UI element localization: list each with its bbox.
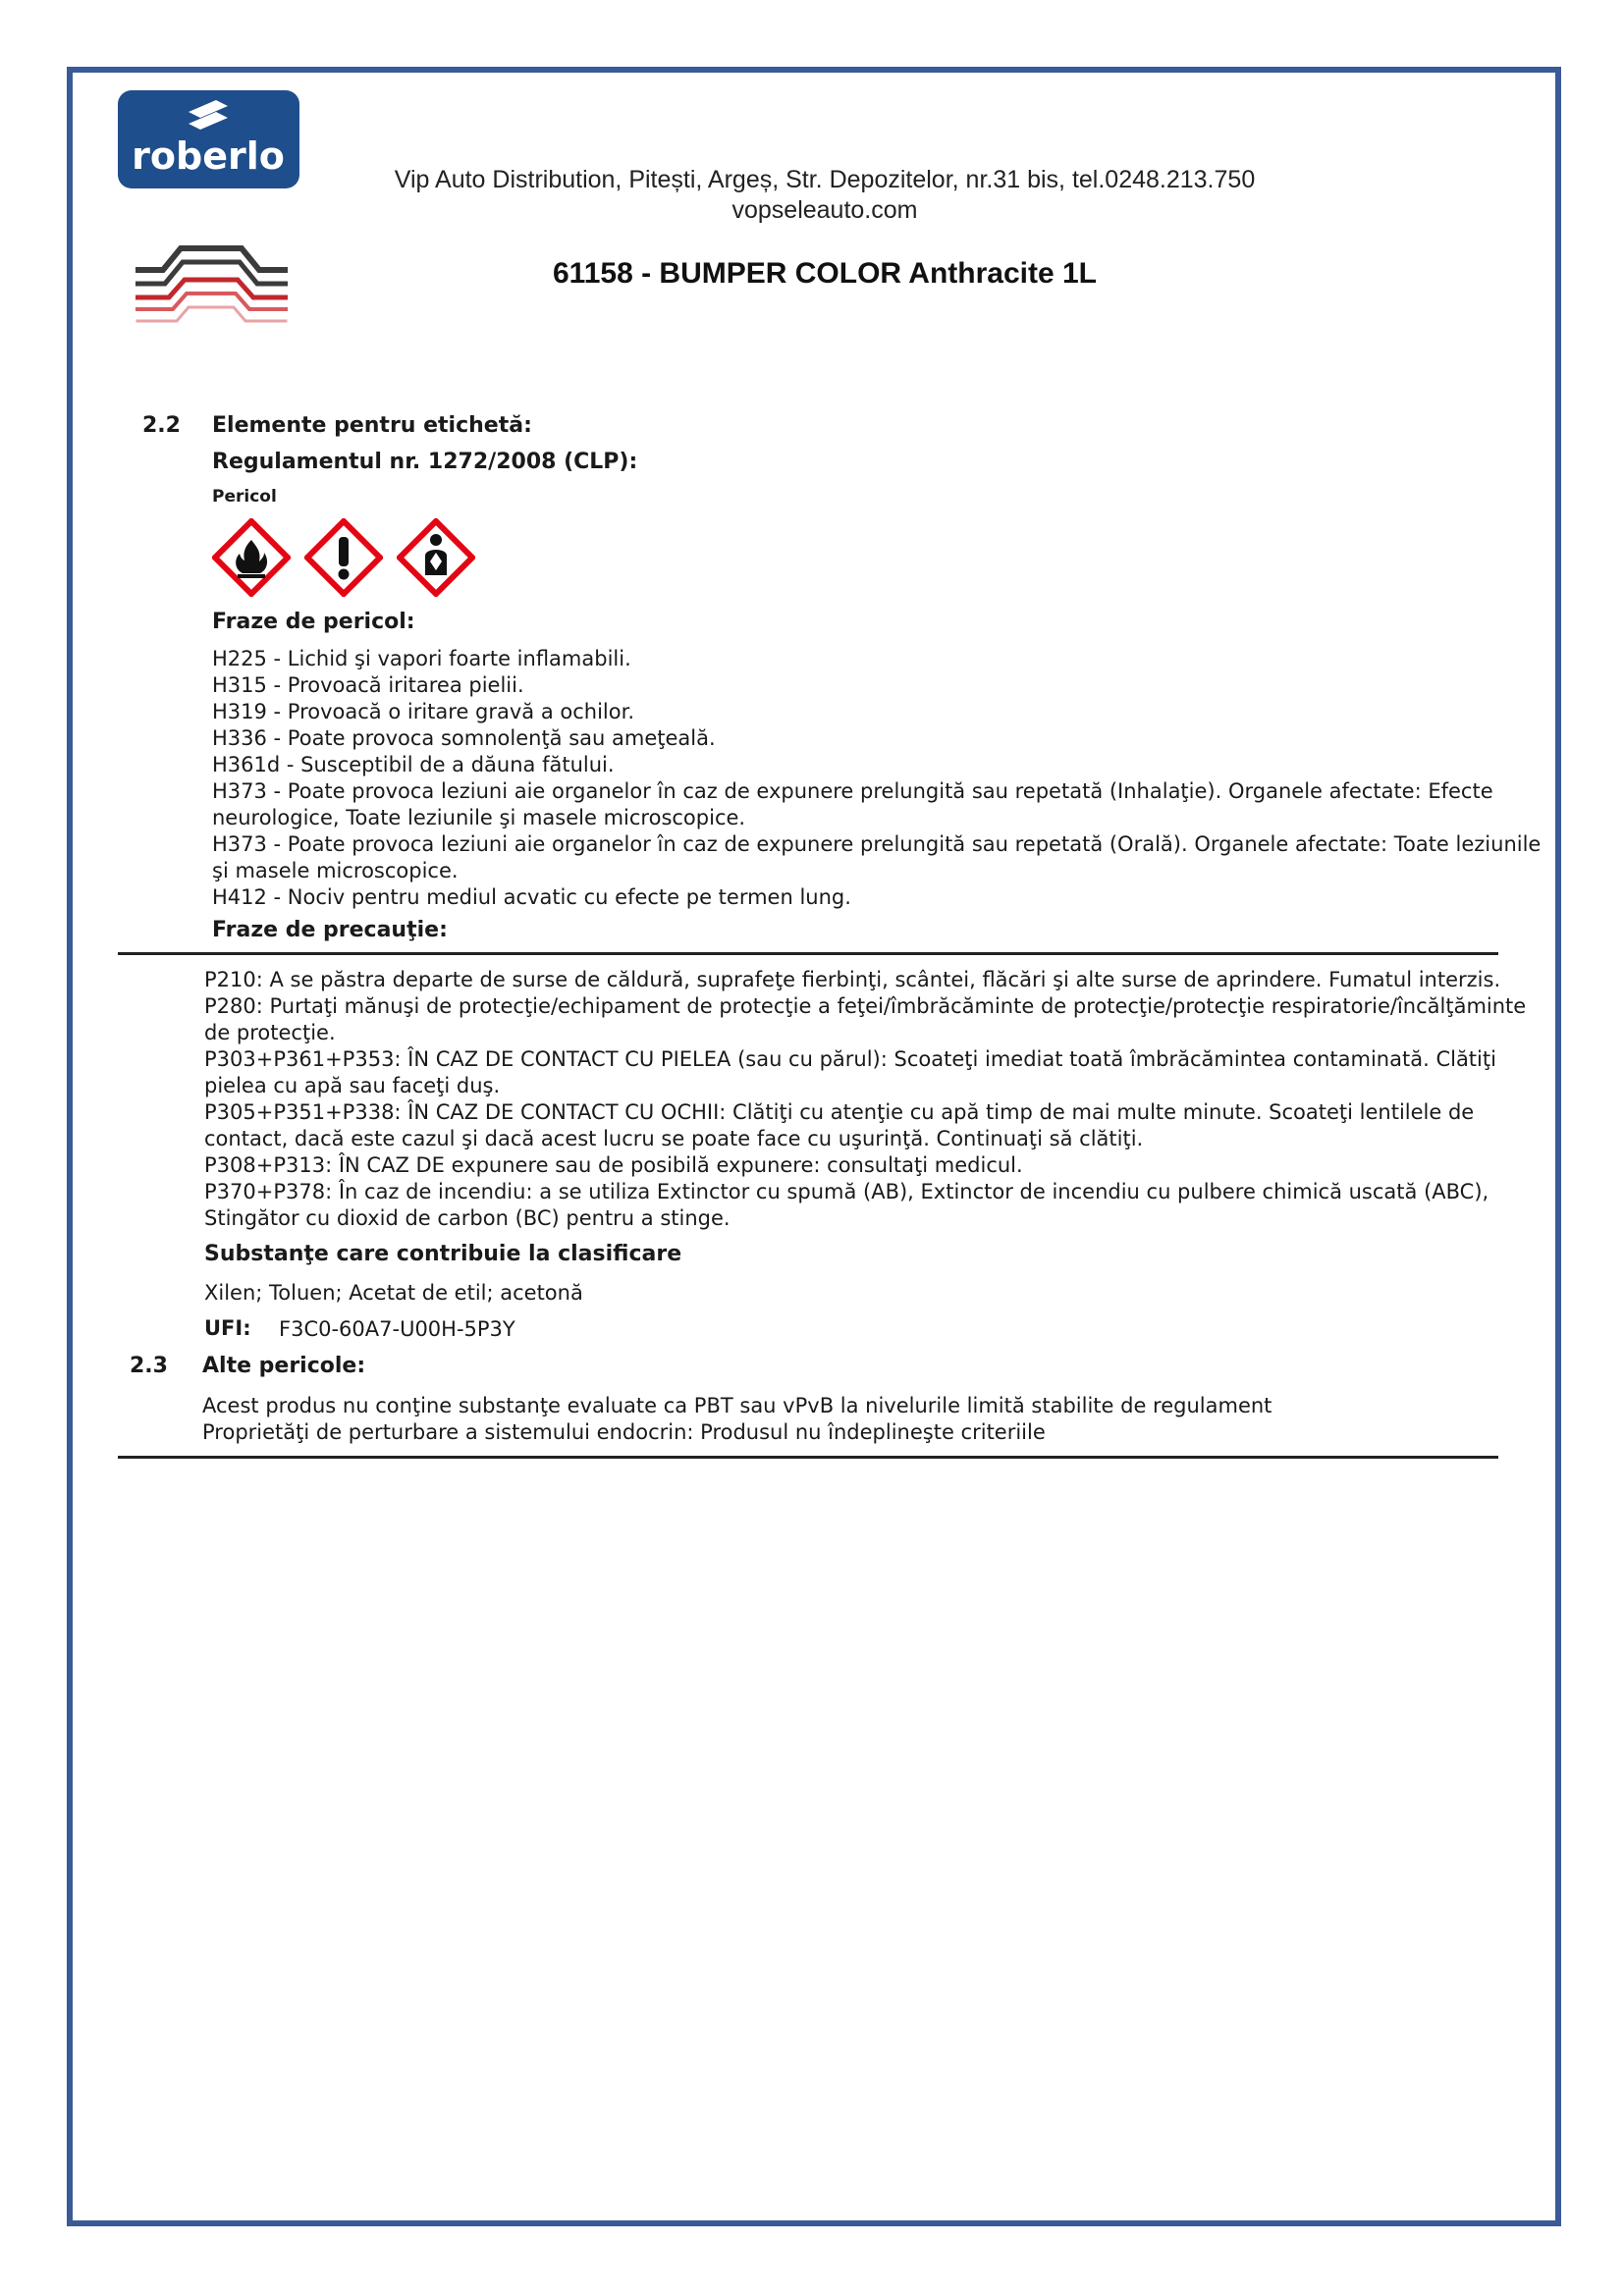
precaution-line: P280: Purtaţi mănuşi de protecţie/echipament de protecţie a feţei/îmbrăcăminte de protecţie/protecţie respiratorie/încălţăminte — [204, 994, 1527, 1018]
precautionary-statements-list — [204, 967, 1526, 1232]
regulation-title: Regulamentul nr. 1272/2008 (CLP): — [212, 450, 638, 474]
hazard-line: H373 - Poate provoca leziuni aie organelor în caz de expunere prelungită sau repetată (Inhalaţie). Organele afectate: Efecte — [212, 779, 1493, 803]
health-hazard-icon — [397, 518, 475, 597]
precaution-line: de protecţie. — [204, 1021, 336, 1044]
company-address: Vip Auto Distribution, Pitești, Argeș, Str. Depozitelor, nr.31 bis, tel.0248.213.750 — [394, 166, 1256, 193]
exclamation-icon — [304, 518, 383, 597]
brand-text: roberlo — [132, 134, 285, 178]
substances-list: Xilen; Toluen; Acetat de etil; acetonă — [204, 1281, 583, 1305]
company-website: vopseleauto.com — [731, 196, 918, 224]
precaution-line: Stingător cu dioxid de carbon (BC) pentru a stinge. — [204, 1206, 731, 1230]
hazard-line: H361d - Susceptibil de a dăuna fătului. — [212, 753, 615, 776]
section-number-2-3: 2.3 — [130, 1354, 168, 1378]
precautionary-statements-title: Fraze de precauţie: — [212, 918, 448, 942]
precaution-line: pielea cu apă sau faceţi duş. — [204, 1074, 501, 1097]
divider-top — [118, 952, 1498, 955]
hazard-line: H336 - Poate provoca somnolenţă sau ameţeală. — [212, 726, 716, 750]
precaution-line: P308+P313: ÎN CAZ DE expunere sau de posibilă expunere: consultaţi medicul. — [204, 1153, 1023, 1177]
precaution-line: contact, dacă este cazul şi dacă acest lucru se poate face cu uşurinţă. Continuaţi să clătiţi. — [204, 1127, 1144, 1150]
other-hazards-text — [202, 1393, 1272, 1446]
precaution-line: P305+P351+P338: ÎN CAZ DE CONTACT CU OCHII: Clătiţi cu atenţie cu apă timp de mai multe minute. Scoateţi lentilele de — [204, 1100, 1475, 1124]
hazard-line: H315 - Provoacă iritarea pielii. — [212, 673, 524, 697]
section-title-2-2: Elemente pentru etichetă: — [212, 413, 532, 438]
substances-title: Substanţe care contribuie la clasificare — [204, 1242, 682, 1266]
divider-bottom — [118, 1456, 1498, 1459]
hazard-line: neurologice, Toate leziunile şi masele microscopice. — [212, 806, 746, 829]
section-number-2-2: 2.2 — [142, 413, 181, 438]
flame-icon — [212, 518, 291, 597]
precaution-line: P370+P378: În caz de incendiu: a se utiliza Extinctor cu spumă (AB), Extinctor de incendiu cu pulbere chimică uscată (ABC), — [204, 1180, 1489, 1203]
ufi-label: UFI: — [204, 1316, 251, 1340]
hazard-line: şi masele microscopice. — [212, 859, 459, 882]
hazard-statements-list — [212, 646, 1541, 911]
precaution-line: P210: A se păstra departe de surse de căldură, suprafeţe fierbinţi, scântei, flăcări şi alte surse de aprindere. Fumatul interzis. — [204, 968, 1501, 991]
other-hazard-line: Proprietăţi de perturbare a sistemului endocrin: Produsul nu îndeplineşte criteriile — [202, 1420, 1046, 1444]
hazard-line: H225 - Lichid şi vapori foarte inflamabili. — [212, 647, 631, 670]
hazard-statements-title: Fraze de pericol: — [212, 610, 415, 634]
section-title-2-3: Alte pericole: — [202, 1354, 366, 1378]
precaution-line: P303+P361+P353: ÎN CAZ DE CONTACT CU PIELEA (sau cu părul): Scoateţi imediat toată îmbrăcămintea contaminată. Clătiţi — [204, 1047, 1496, 1071]
other-hazard-line: Acest produs nu conţine substanţe evaluate ca PBT sau vPvB la nivelurile limită stabilite de regulament — [202, 1394, 1272, 1417]
signal-word: Pericol — [212, 487, 277, 507]
hazard-line: H373 - Poate provoca leziuni aie organelor în caz de expunere prelungită sau repetată (Orală). Organele afectate: Toate leziunile — [212, 832, 1542, 856]
hazard-line: H319 - Provoacă o iritare gravă a ochilor. — [212, 700, 634, 723]
hazard-line: H412 - Nociv pentru mediul acvatic cu efecte pe termen lung. — [212, 885, 851, 909]
product-title: 61158 - BUMPER COLOR Anthracite 1L — [552, 257, 1098, 290]
ufi-value: F3C0-60A7-U00H-5P3Y — [279, 1317, 515, 1341]
